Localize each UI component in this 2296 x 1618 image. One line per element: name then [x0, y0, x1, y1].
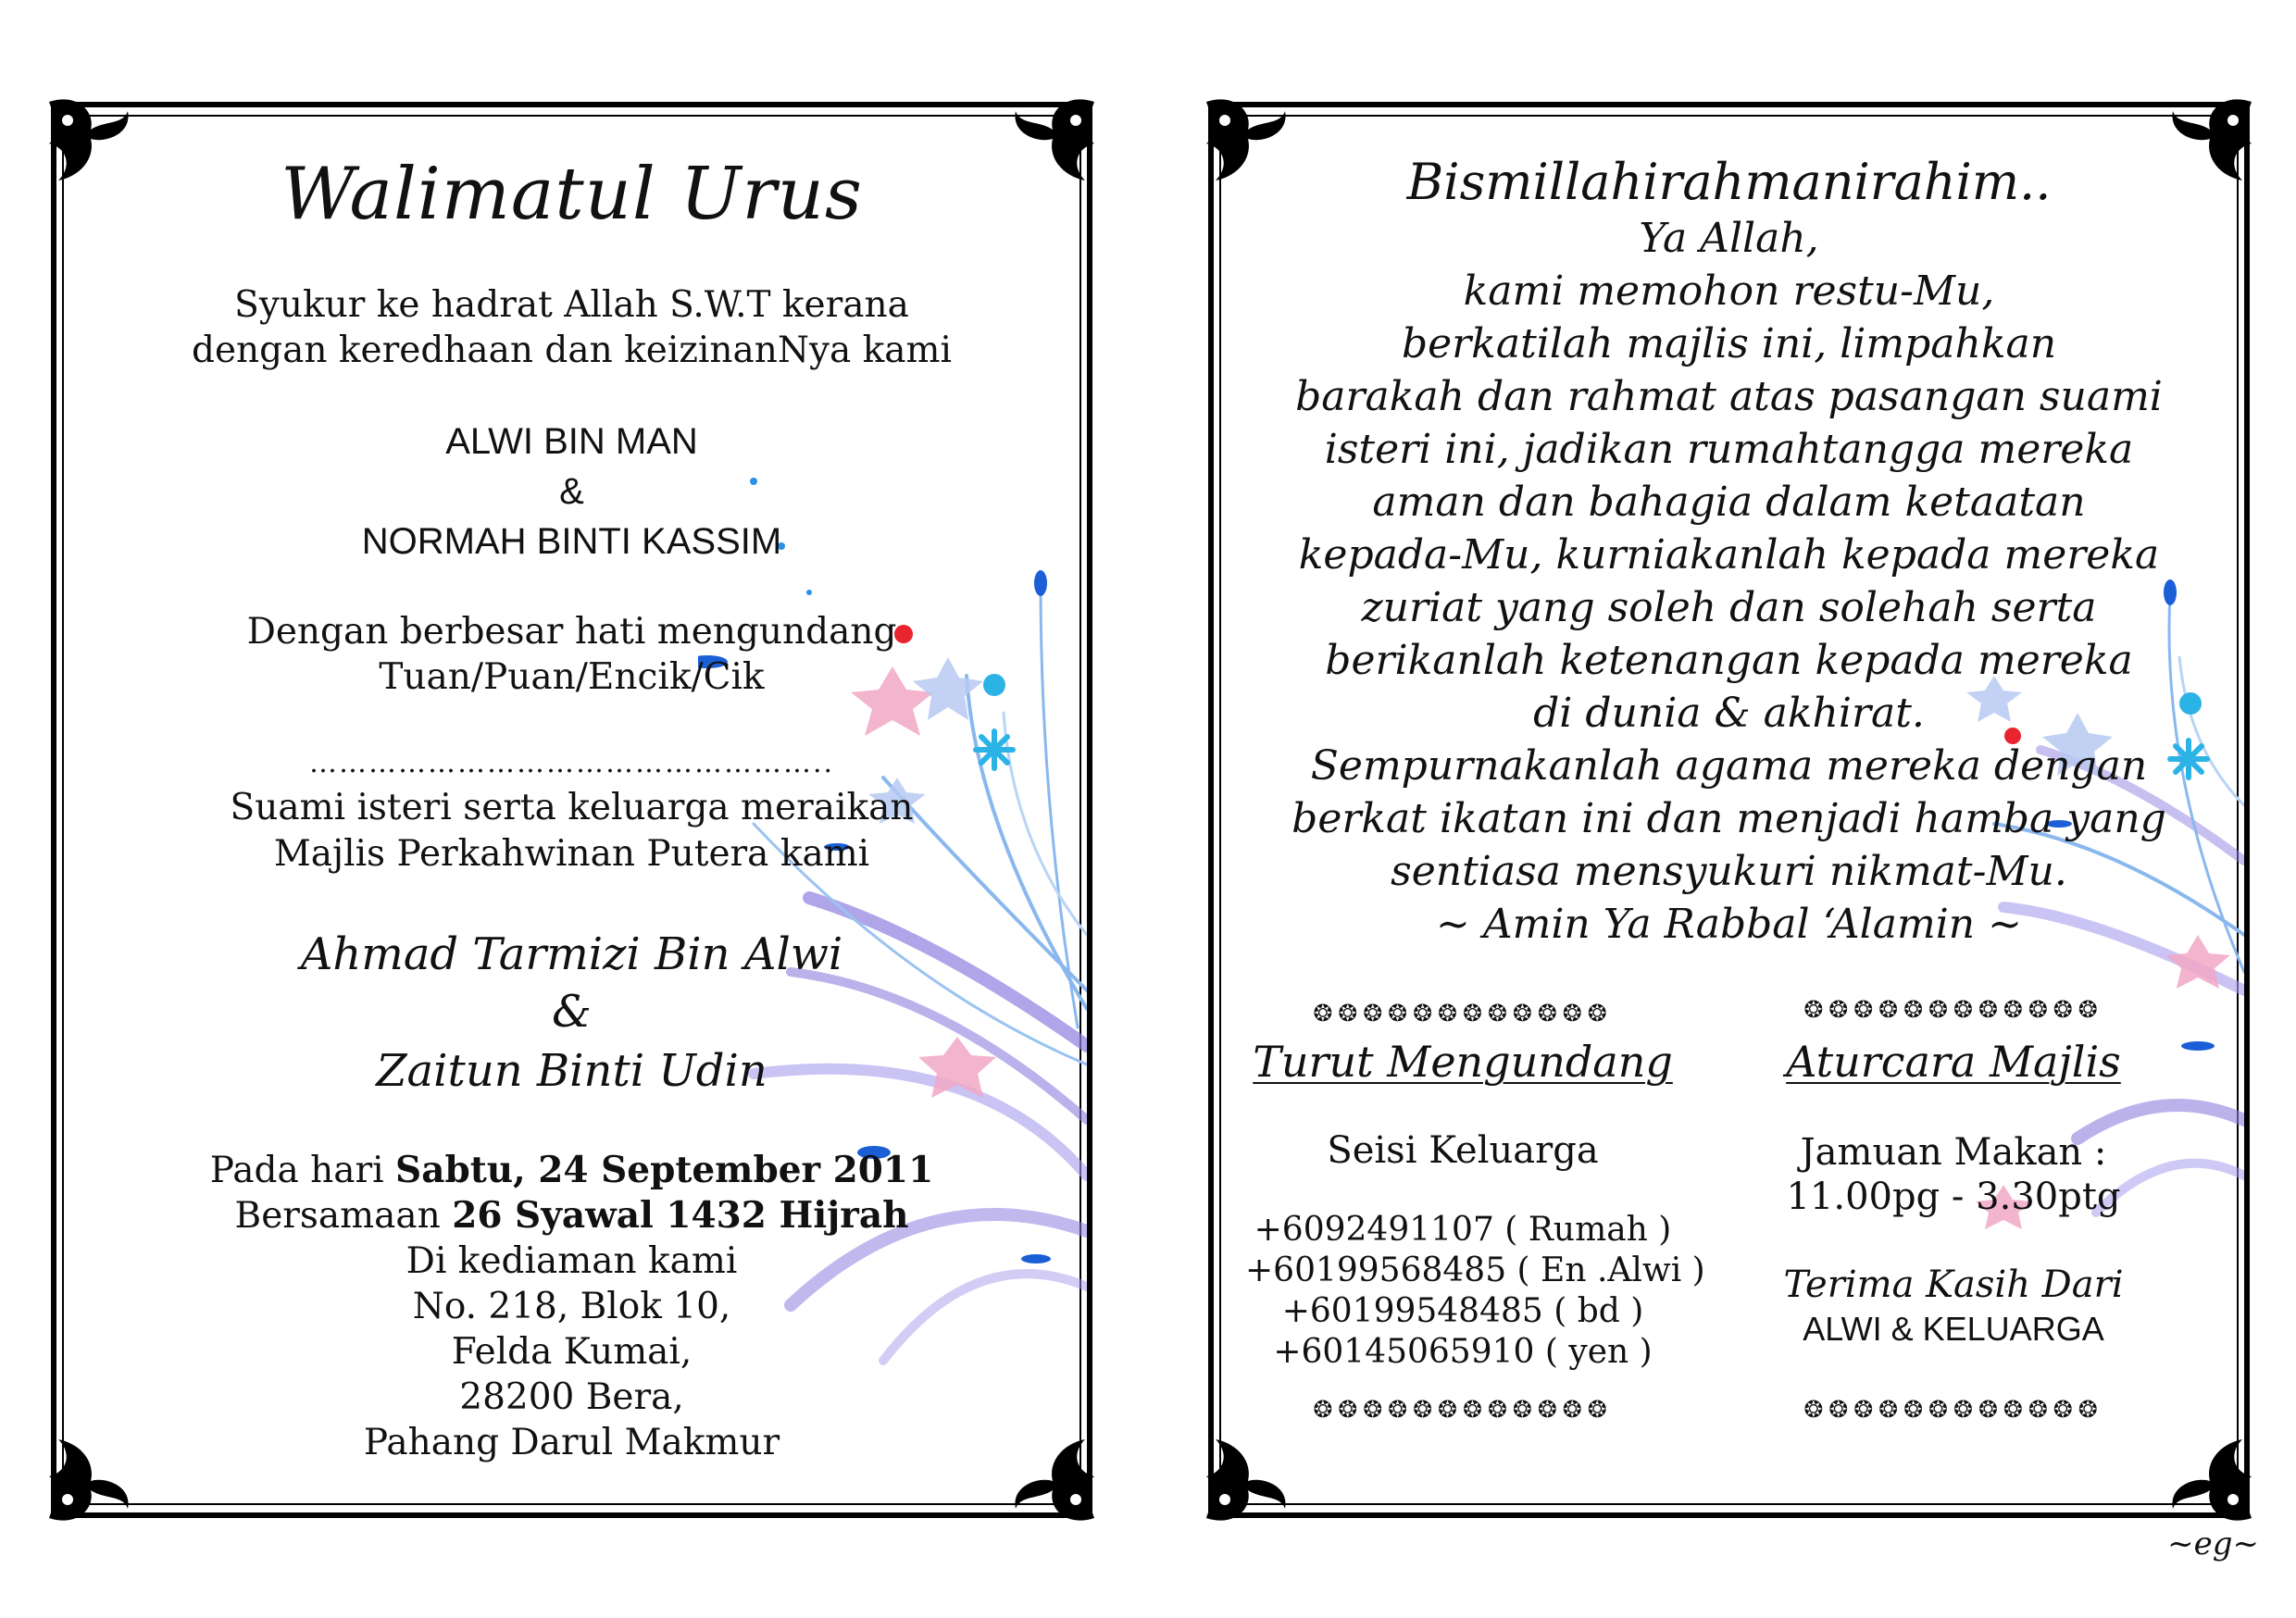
left-content — [97, 102, 1046, 1518]
dot-divider-top: ❂❂❂❂❂❂❂❂❂❂❂❂ — [1313, 1000, 1613, 1027]
groom-name: Ahmad Tarmizi Bin Alwi — [300, 928, 843, 980]
address-line-3: Felda Kumai, — [451, 1331, 693, 1373]
prayer-opening: Bismillahirahmanirahim.. — [1406, 153, 2052, 211]
celebrate-line-2: Majlis Perkahwinan Putera kami — [273, 833, 870, 875]
prayer-line: berikanlah ketenangan kepada mereka — [1325, 637, 2133, 684]
hijri-value: 26 Syawal 1432 Hijrah — [452, 1194, 909, 1237]
phone-home: +6092491107 ( Rumah ) — [1254, 1211, 1672, 1249]
address-line-1: Di kediaman kami — [406, 1240, 738, 1282]
aturcara-heading: Aturcara Majlis — [1786, 1037, 2121, 1087]
guest-name-blank: …………………………………………….. — [308, 747, 835, 779]
address-line-5: Pahang Darul Makmur — [363, 1422, 780, 1463]
aturcara-column — [1754, 996, 2152, 1481]
address-line-4: 28200 Bera, — [459, 1376, 684, 1418]
prayer-line: barakah dan rahmat atas pasangan suami — [1295, 373, 2163, 420]
left-card — [42, 102, 1102, 1518]
jamuan-time: 11.00pg - 3.30ptg — [1786, 1176, 2121, 1218]
dot-divider-bottom: ❂❂❂❂❂❂❂❂❂❂❂❂ — [1803, 1396, 2103, 1423]
parent-ampersand: & — [559, 471, 584, 512]
phone-alwi: +60199568485 ( En .Alwi ) — [1245, 1251, 1705, 1289]
invite-line-1: Dengan berbesar hati mengundang — [246, 611, 897, 653]
intro-line-2: dengan keredhaan dan keizinanNya kami — [192, 330, 952, 371]
card-title: Walimatul Urus — [281, 153, 863, 236]
event-date — [97, 1148, 1046, 1193]
hijri-prefix: Bersamaan — [234, 1195, 453, 1237]
invite-line-2: Tuan/Puan/Encik/Cik — [379, 656, 765, 698]
dot-divider-bottom: ❂❂❂❂❂❂❂❂❂❂❂❂ — [1313, 1396, 1613, 1423]
dot-divider-top: ❂❂❂❂❂❂❂❂❂❂❂❂ — [1803, 996, 2103, 1023]
right-card — [1199, 102, 2259, 1518]
address-line-2: No. 218, Blok 10, — [412, 1286, 731, 1327]
prayer-line: berkat ikatan ini dan menjadi hamba yang — [1292, 795, 2166, 842]
prayer-line: kami memohon restu-Mu, — [1463, 268, 1995, 315]
jamuan-label: Jamuan Makan : — [1800, 1131, 2107, 1174]
prayer-line: sentiasa mensyukuri nikmat-Mu. — [1391, 848, 2067, 895]
prayer-line: Sempurnakanlah agama mereka dengan — [1310, 742, 2148, 790]
prayer-closing: ~ Amin Ya Rabbal ‘Alamin ~ — [1436, 901, 2022, 948]
designer-signature: ~eg~ — [2167, 1525, 2259, 1562]
prayer-line: isteri ini, jadikan rumahtangga mereka — [1324, 426, 2134, 473]
celebrate-line-1: Suami isteri serta keluarga meraikan — [230, 787, 914, 828]
couple-ampersand: & — [552, 986, 592, 1038]
thanks-from: ALWI & KELUARGA — [1803, 1310, 2104, 1348]
prayer-line: berkatilah majlis ini, limpahkan — [1401, 320, 2057, 367]
hijri-date — [97, 1193, 1046, 1238]
thanks-label: Terima Kasih Dari — [1783, 1263, 2124, 1306]
bride-name: Zaitun Binti Udin — [376, 1045, 767, 1097]
date-value: Sabtu, 24 September 2011 — [395, 1149, 934, 1191]
prayer-line: di dunia & akhirat. — [1533, 690, 1925, 737]
parent-father: ALWI BIN MAN — [445, 421, 698, 462]
turut-column — [1245, 1000, 1705, 1481]
prayer-line: kepada-Mu, kurniakanlah kepada mereka — [1298, 531, 2160, 579]
prayer-line: zuriat yang soleh dan solehah serta — [1361, 584, 2097, 631]
prayer-line: Ya Allah, — [1639, 215, 1819, 262]
prayer-line: aman dan bahagia dalam ketaatan — [1372, 479, 2086, 526]
turut-family: Seisi Keluarga — [1327, 1129, 1599, 1172]
parent-mother: NORMAH BINTI KASSIM — [361, 521, 782, 562]
phone-yen: +60145065910 ( yen ) — [1273, 1333, 1653, 1371]
turut-heading: Turut Mengundang — [1253, 1037, 1673, 1087]
date-prefix: Pada hari — [209, 1150, 396, 1191]
phone-bd: +60199548485 ( bd ) — [1281, 1292, 1644, 1330]
intro-line-1: Syukur ke hadrat Allah S.W.T kerana — [234, 284, 909, 326]
